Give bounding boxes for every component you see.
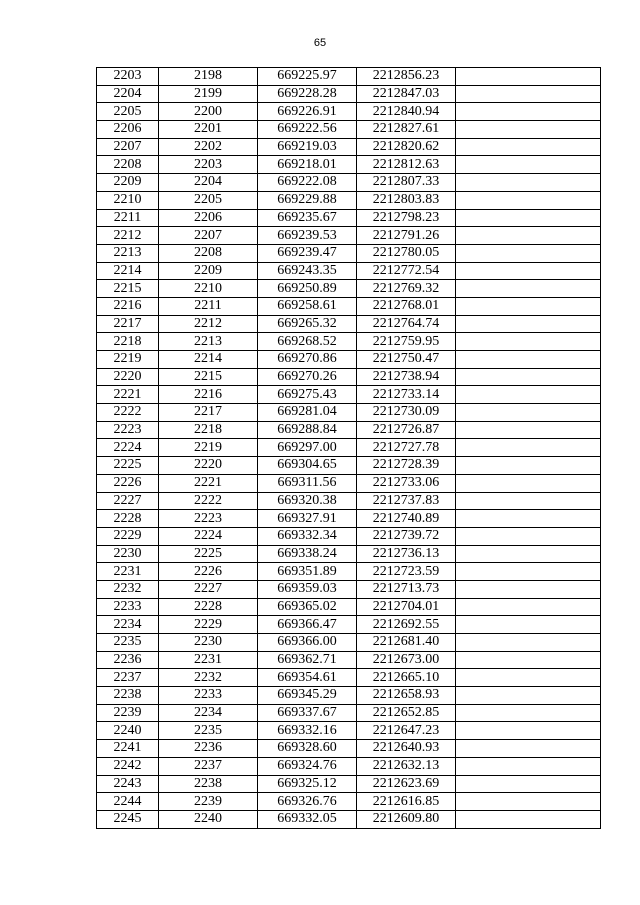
row-index-cell: 2204 bbox=[97, 85, 159, 103]
point-number-cell: 2222 bbox=[159, 492, 258, 510]
note-cell bbox=[456, 527, 601, 545]
point-number-cell: 2235 bbox=[159, 722, 258, 740]
note-cell bbox=[456, 545, 601, 563]
point-number-cell: 2213 bbox=[159, 333, 258, 351]
point-number-cell: 2233 bbox=[159, 687, 258, 705]
x-coordinate-cell: 669229.88 bbox=[258, 191, 357, 209]
y-coordinate-cell: 2212759.95 bbox=[357, 333, 456, 351]
row-index-cell: 2221 bbox=[97, 386, 159, 404]
point-number-cell: 2228 bbox=[159, 598, 258, 616]
row-index-cell: 2218 bbox=[97, 333, 159, 351]
note-cell bbox=[456, 315, 601, 333]
table-row bbox=[97, 103, 601, 121]
x-coordinate-cell: 669222.56 bbox=[258, 121, 357, 139]
y-coordinate-cell: 2212665.10 bbox=[357, 669, 456, 687]
table-row bbox=[97, 351, 601, 369]
y-coordinate-cell: 2212658.93 bbox=[357, 687, 456, 705]
row-index-cell: 2203 bbox=[97, 68, 159, 86]
row-index-cell: 2243 bbox=[97, 775, 159, 793]
row-index-cell: 2210 bbox=[97, 191, 159, 209]
point-number-cell: 2225 bbox=[159, 545, 258, 563]
row-index-cell: 2242 bbox=[97, 757, 159, 775]
y-coordinate-cell: 2212772.54 bbox=[357, 262, 456, 280]
y-coordinate-cell: 2212728.39 bbox=[357, 457, 456, 475]
point-number-cell: 2209 bbox=[159, 262, 258, 280]
point-number-cell: 2212 bbox=[159, 315, 258, 333]
x-coordinate-cell: 669304.65 bbox=[258, 457, 357, 475]
note-cell bbox=[456, 156, 601, 174]
row-index-cell: 2231 bbox=[97, 563, 159, 581]
row-index-cell: 2208 bbox=[97, 156, 159, 174]
note-cell bbox=[456, 209, 601, 227]
table-row bbox=[97, 386, 601, 404]
row-index-cell: 2207 bbox=[97, 138, 159, 156]
table-row bbox=[97, 421, 601, 439]
table-row bbox=[97, 262, 601, 280]
point-number-cell: 2200 bbox=[159, 103, 258, 121]
point-number-cell: 2205 bbox=[159, 191, 258, 209]
note-cell bbox=[456, 439, 601, 457]
row-index-cell: 2211 bbox=[97, 209, 159, 227]
table-row bbox=[97, 121, 601, 139]
point-number-cell: 2223 bbox=[159, 510, 258, 528]
point-number-cell: 2234 bbox=[159, 704, 258, 722]
table-row bbox=[97, 634, 601, 652]
table-row bbox=[97, 297, 601, 315]
row-index-cell: 2245 bbox=[97, 810, 159, 828]
x-coordinate-cell: 669332.05 bbox=[258, 810, 357, 828]
note-cell bbox=[456, 580, 601, 598]
x-coordinate-cell: 669243.35 bbox=[258, 262, 357, 280]
x-coordinate-cell: 669359.03 bbox=[258, 580, 357, 598]
y-coordinate-cell: 2212780.05 bbox=[357, 244, 456, 262]
row-index-cell: 2237 bbox=[97, 669, 159, 687]
x-coordinate-cell: 669351.89 bbox=[258, 563, 357, 581]
row-index-cell: 2213 bbox=[97, 244, 159, 262]
note-cell bbox=[456, 280, 601, 298]
y-coordinate-cell: 2212764.74 bbox=[357, 315, 456, 333]
row-index-cell: 2205 bbox=[97, 103, 159, 121]
point-number-cell: 2219 bbox=[159, 439, 258, 457]
row-index-cell: 2239 bbox=[97, 704, 159, 722]
x-coordinate-cell: 669327.91 bbox=[258, 510, 357, 528]
table-row bbox=[97, 457, 601, 475]
table-body bbox=[97, 68, 601, 829]
note-cell bbox=[456, 404, 601, 422]
table-row bbox=[97, 740, 601, 758]
row-index-cell: 2238 bbox=[97, 687, 159, 705]
point-number-cell: 2202 bbox=[159, 138, 258, 156]
x-coordinate-cell: 669225.97 bbox=[258, 68, 357, 86]
row-index-cell: 2219 bbox=[97, 351, 159, 369]
table-row bbox=[97, 669, 601, 687]
x-coordinate-cell: 669337.67 bbox=[258, 704, 357, 722]
note-cell bbox=[456, 227, 601, 245]
table-row bbox=[97, 404, 601, 422]
table-row bbox=[97, 651, 601, 669]
point-number-cell: 2230 bbox=[159, 634, 258, 652]
note-cell bbox=[456, 85, 601, 103]
x-coordinate-cell: 669268.52 bbox=[258, 333, 357, 351]
note-cell bbox=[456, 775, 601, 793]
point-number-cell: 2238 bbox=[159, 775, 258, 793]
row-index-cell: 2214 bbox=[97, 262, 159, 280]
y-coordinate-cell: 2212726.87 bbox=[357, 421, 456, 439]
y-coordinate-cell: 2212640.93 bbox=[357, 740, 456, 758]
point-number-cell: 2198 bbox=[159, 68, 258, 86]
note-cell bbox=[456, 421, 601, 439]
x-coordinate-cell: 669332.16 bbox=[258, 722, 357, 740]
y-coordinate-cell: 2212736.13 bbox=[357, 545, 456, 563]
point-number-cell: 2204 bbox=[159, 174, 258, 192]
x-coordinate-cell: 669275.43 bbox=[258, 386, 357, 404]
note-cell bbox=[456, 457, 601, 475]
table-row bbox=[97, 333, 601, 351]
table-row bbox=[97, 244, 601, 262]
page-number: 65 bbox=[313, 37, 327, 49]
table-row bbox=[97, 563, 601, 581]
y-coordinate-cell: 2212856.23 bbox=[357, 68, 456, 86]
table-row bbox=[97, 580, 601, 598]
table-row bbox=[97, 315, 601, 333]
y-coordinate-cell: 2212733.06 bbox=[357, 474, 456, 492]
y-coordinate-cell: 2212727.78 bbox=[357, 439, 456, 457]
point-number-cell: 2206 bbox=[159, 209, 258, 227]
y-coordinate-cell: 2212812.63 bbox=[357, 156, 456, 174]
row-index-cell: 2217 bbox=[97, 315, 159, 333]
row-index-cell: 2241 bbox=[97, 740, 159, 758]
table-row bbox=[97, 722, 601, 740]
row-index-cell: 2206 bbox=[97, 121, 159, 139]
note-cell bbox=[456, 563, 601, 581]
y-coordinate-cell: 2212733.14 bbox=[357, 386, 456, 404]
row-index-cell: 2222 bbox=[97, 404, 159, 422]
table-row bbox=[97, 191, 601, 209]
note-cell bbox=[456, 793, 601, 811]
point-number-cell: 2211 bbox=[159, 297, 258, 315]
x-coordinate-cell: 669270.26 bbox=[258, 368, 357, 386]
y-coordinate-cell: 2212840.94 bbox=[357, 103, 456, 121]
x-coordinate-cell: 669311.56 bbox=[258, 474, 357, 492]
y-coordinate-cell: 2212723.59 bbox=[357, 563, 456, 581]
y-coordinate-cell: 2212704.01 bbox=[357, 598, 456, 616]
note-cell bbox=[456, 333, 601, 351]
row-index-cell: 2240 bbox=[97, 722, 159, 740]
table-row bbox=[97, 439, 601, 457]
x-coordinate-cell: 669222.08 bbox=[258, 174, 357, 192]
x-coordinate-cell: 669297.00 bbox=[258, 439, 357, 457]
x-coordinate-cell: 669218.01 bbox=[258, 156, 357, 174]
x-coordinate-cell: 669270.86 bbox=[258, 351, 357, 369]
y-coordinate-cell: 2212623.69 bbox=[357, 775, 456, 793]
x-coordinate-cell: 669281.04 bbox=[258, 404, 357, 422]
point-number-cell: 2239 bbox=[159, 793, 258, 811]
point-number-cell: 2216 bbox=[159, 386, 258, 404]
point-number-cell: 2201 bbox=[159, 121, 258, 139]
row-index-cell: 2229 bbox=[97, 527, 159, 545]
x-coordinate-cell: 669250.89 bbox=[258, 280, 357, 298]
note-cell bbox=[456, 103, 601, 121]
table-row bbox=[97, 492, 601, 510]
y-coordinate-cell: 2212609.80 bbox=[357, 810, 456, 828]
row-index-cell: 2224 bbox=[97, 439, 159, 457]
point-number-cell: 2203 bbox=[159, 156, 258, 174]
row-index-cell: 2235 bbox=[97, 634, 159, 652]
point-number-cell: 2220 bbox=[159, 457, 258, 475]
x-coordinate-cell: 669239.47 bbox=[258, 244, 357, 262]
table-row bbox=[97, 757, 601, 775]
point-number-cell: 2229 bbox=[159, 616, 258, 634]
y-coordinate-cell: 2212647.23 bbox=[357, 722, 456, 740]
note-cell bbox=[456, 138, 601, 156]
y-coordinate-cell: 2212807.33 bbox=[357, 174, 456, 192]
row-index-cell: 2244 bbox=[97, 793, 159, 811]
table-row bbox=[97, 616, 601, 634]
note-cell bbox=[456, 757, 601, 775]
note-cell bbox=[456, 174, 601, 192]
point-number-cell: 2224 bbox=[159, 527, 258, 545]
x-coordinate-cell: 669326.76 bbox=[258, 793, 357, 811]
point-number-cell: 2240 bbox=[159, 810, 258, 828]
note-cell bbox=[456, 262, 601, 280]
x-coordinate-cell: 669325.12 bbox=[258, 775, 357, 793]
table-row bbox=[97, 793, 601, 811]
row-index-cell: 2220 bbox=[97, 368, 159, 386]
y-coordinate-cell: 2212750.47 bbox=[357, 351, 456, 369]
point-number-cell: 2218 bbox=[159, 421, 258, 439]
note-cell bbox=[456, 616, 601, 634]
y-coordinate-cell: 2212769.32 bbox=[357, 280, 456, 298]
table-row bbox=[97, 474, 601, 492]
point-number-cell: 2199 bbox=[159, 85, 258, 103]
row-index-cell: 2216 bbox=[97, 297, 159, 315]
x-coordinate-cell: 669354.61 bbox=[258, 669, 357, 687]
row-index-cell: 2226 bbox=[97, 474, 159, 492]
x-coordinate-cell: 669345.29 bbox=[258, 687, 357, 705]
row-index-cell: 2234 bbox=[97, 616, 159, 634]
note-cell bbox=[456, 121, 601, 139]
point-number-cell: 2214 bbox=[159, 351, 258, 369]
x-coordinate-cell: 669228.28 bbox=[258, 85, 357, 103]
point-number-cell: 2231 bbox=[159, 651, 258, 669]
note-cell bbox=[456, 704, 601, 722]
coordinates-table bbox=[96, 67, 601, 829]
note-cell bbox=[456, 191, 601, 209]
y-coordinate-cell: 2212713.73 bbox=[357, 580, 456, 598]
y-coordinate-cell: 2212740.89 bbox=[357, 510, 456, 528]
note-cell bbox=[456, 740, 601, 758]
y-coordinate-cell: 2212730.09 bbox=[357, 404, 456, 422]
x-coordinate-cell: 669362.71 bbox=[258, 651, 357, 669]
point-number-cell: 2208 bbox=[159, 244, 258, 262]
note-cell bbox=[456, 297, 601, 315]
note-cell bbox=[456, 634, 601, 652]
table-row bbox=[97, 545, 601, 563]
note-cell bbox=[456, 386, 601, 404]
x-coordinate-cell: 669332.34 bbox=[258, 527, 357, 545]
note-cell bbox=[456, 492, 601, 510]
row-index-cell: 2225 bbox=[97, 457, 159, 475]
y-coordinate-cell: 2212739.72 bbox=[357, 527, 456, 545]
x-coordinate-cell: 669258.61 bbox=[258, 297, 357, 315]
y-coordinate-cell: 2212820.62 bbox=[357, 138, 456, 156]
y-coordinate-cell: 2212768.01 bbox=[357, 297, 456, 315]
x-coordinate-cell: 669365.02 bbox=[258, 598, 357, 616]
note-cell bbox=[456, 510, 601, 528]
table-row bbox=[97, 775, 601, 793]
note-cell bbox=[456, 598, 601, 616]
table-row bbox=[97, 138, 601, 156]
point-number-cell: 2226 bbox=[159, 563, 258, 581]
table-row bbox=[97, 598, 601, 616]
table-row bbox=[97, 810, 601, 828]
table-row bbox=[97, 209, 601, 227]
y-coordinate-cell: 2212738.94 bbox=[357, 368, 456, 386]
note-cell bbox=[456, 651, 601, 669]
row-index-cell: 2223 bbox=[97, 421, 159, 439]
y-coordinate-cell: 2212803.83 bbox=[357, 191, 456, 209]
table-row bbox=[97, 510, 601, 528]
x-coordinate-cell: 669320.38 bbox=[258, 492, 357, 510]
x-coordinate-cell: 669219.03 bbox=[258, 138, 357, 156]
x-coordinate-cell: 669366.47 bbox=[258, 616, 357, 634]
y-coordinate-cell: 2212692.55 bbox=[357, 616, 456, 634]
x-coordinate-cell: 669324.76 bbox=[258, 757, 357, 775]
row-index-cell: 2212 bbox=[97, 227, 159, 245]
note-cell bbox=[456, 810, 601, 828]
table-row bbox=[97, 687, 601, 705]
point-number-cell: 2221 bbox=[159, 474, 258, 492]
x-coordinate-cell: 669265.32 bbox=[258, 315, 357, 333]
row-index-cell: 2227 bbox=[97, 492, 159, 510]
row-index-cell: 2215 bbox=[97, 280, 159, 298]
point-number-cell: 2215 bbox=[159, 368, 258, 386]
note-cell bbox=[456, 669, 601, 687]
table-row bbox=[97, 527, 601, 545]
row-index-cell: 2209 bbox=[97, 174, 159, 192]
note-cell bbox=[456, 722, 601, 740]
row-index-cell: 2228 bbox=[97, 510, 159, 528]
note-cell bbox=[456, 687, 601, 705]
point-number-cell: 2217 bbox=[159, 404, 258, 422]
note-cell bbox=[456, 68, 601, 86]
point-number-cell: 2210 bbox=[159, 280, 258, 298]
table-row bbox=[97, 227, 601, 245]
table-row bbox=[97, 368, 601, 386]
table-row bbox=[97, 85, 601, 103]
table-row bbox=[97, 68, 601, 86]
y-coordinate-cell: 2212827.61 bbox=[357, 121, 456, 139]
y-coordinate-cell: 2212847.03 bbox=[357, 85, 456, 103]
row-index-cell: 2233 bbox=[97, 598, 159, 616]
y-coordinate-cell: 2212673.00 bbox=[357, 651, 456, 669]
note-cell bbox=[456, 244, 601, 262]
point-number-cell: 2236 bbox=[159, 740, 258, 758]
point-number-cell: 2227 bbox=[159, 580, 258, 598]
x-coordinate-cell: 669338.24 bbox=[258, 545, 357, 563]
table-row bbox=[97, 156, 601, 174]
point-number-cell: 2207 bbox=[159, 227, 258, 245]
x-coordinate-cell: 669235.67 bbox=[258, 209, 357, 227]
y-coordinate-cell: 2212737.83 bbox=[357, 492, 456, 510]
x-coordinate-cell: 669328.60 bbox=[258, 740, 357, 758]
x-coordinate-cell: 669239.53 bbox=[258, 227, 357, 245]
point-number-cell: 2237 bbox=[159, 757, 258, 775]
row-index-cell: 2236 bbox=[97, 651, 159, 669]
row-index-cell: 2230 bbox=[97, 545, 159, 563]
row-index-cell: 2232 bbox=[97, 580, 159, 598]
note-cell bbox=[456, 368, 601, 386]
note-cell bbox=[456, 351, 601, 369]
note-cell bbox=[456, 474, 601, 492]
table-row bbox=[97, 174, 601, 192]
x-coordinate-cell: 669288.84 bbox=[258, 421, 357, 439]
y-coordinate-cell: 2212652.85 bbox=[357, 704, 456, 722]
x-coordinate-cell: 669366.00 bbox=[258, 634, 357, 652]
y-coordinate-cell: 2212798.23 bbox=[357, 209, 456, 227]
x-coordinate-cell: 669226.91 bbox=[258, 103, 357, 121]
point-number-cell: 2232 bbox=[159, 669, 258, 687]
y-coordinate-cell: 2212681.40 bbox=[357, 634, 456, 652]
y-coordinate-cell: 2212632.13 bbox=[357, 757, 456, 775]
table-row bbox=[97, 280, 601, 298]
y-coordinate-cell: 2212616.85 bbox=[357, 793, 456, 811]
table-row bbox=[97, 704, 601, 722]
y-coordinate-cell: 2212791.26 bbox=[357, 227, 456, 245]
